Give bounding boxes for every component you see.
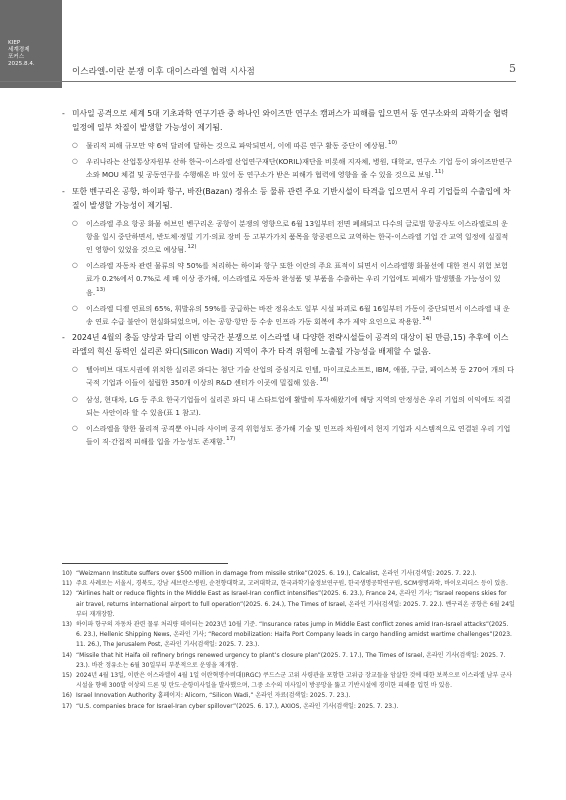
- paragraph-text: 또한 벤구리온 공항, 하이파 항구, 바잔(Bazan) 정유소 등 물류 관련 주요 기반시설이 타격을 입으면서 우리 기업들의 수출입에 차질이 발생할 가능성이 제기됨.: [72, 186, 511, 210]
- footnote-ref: 13): [96, 286, 106, 293]
- footnote-number: 11): [62, 580, 72, 588]
- publication-tag-line: 2025.8.4.: [8, 61, 35, 67]
- footnote-number: 13): [62, 621, 72, 629]
- footnote: [62, 579, 516, 589]
- paragraph-text: 이스라엘 디젤 연료의 65%, 휘발유의 59%를 공급하는 바잔 정유소도 일부 시설 파괴로 6월 16일부터 가동이 중단되면서 이스라엘 내 운송 연료 수급 불안이 현실화되었으며, 이는 공항·항만 등 수송 인프라 가동 회복에 추가 제약 요인으로 작용함.: [86, 303, 510, 327]
- publication-tag-line: 세계경제: [8, 47, 30, 53]
- footnote-text: Israel Innovation Authority 홈페이지: Alicorn, “Silicon Wadi,” 온라인 자료(검색일: 2025. 7. 23.).: [76, 692, 351, 700]
- footnote-ref: 17): [226, 436, 236, 443]
- paragraph-text: 우리나라는 산업통상자원부 산하 한국-이스라엘 산업연구재단(KORIL)재단을 비롯해 지자체, 병원, 대학교, 연구소 기업 등이 와이즈만연구소와 MOU 체결 및 공동연구를 수행해온 바 있어 동 연구소가 받은 피해가 협력에 영향을 줄 수 있을 것으로 보임.: [86, 157, 512, 180]
- footnote: [62, 691, 516, 701]
- footnote: [62, 589, 516, 620]
- footnote-text: “Airlines halt or reduce flights in the Middle East as Israel-Iran conflict intensifies”(2025. 6. 23.), France 24, 온라인 기사; “Israel reopens skies for air travel, returns international airport to full operation”(2025. 6. 24.), The Times of Israel, 온라인 기사(검색일: 2025. 7. 22.). 벤구리온 공항은 6월 24일부터 재개장함.: [76, 590, 515, 618]
- footnote: [62, 620, 516, 651]
- footnote-text: 주요 사례로는 서울시, 경북도, 강남 세브란스병원, 순천향대학교, 고려대학교, 한국과학기술정보연구원, 한국생명공학연구원, SCM생명과학, 바이오리더스 등이 있음.: [76, 580, 508, 588]
- sub-bullet-paragraph: [62, 217, 514, 257]
- footnote-text: 2024년 4월 13일, 이란은 이스라엘이 4월 1일 이란혁명수비대(IRGC) 쿠드스군 고위 사령관을 포함한 고위급 장교들을 암살한 것에 대한 보복으로 이스라엘 남부 군사 시설을 향해 300발 이상의 드론 및 탄도·순항미사일을 발사했으며, 그중 소수의 미사일이 방공망을 뚫고 기반시설에 경미한 피해를 입힌 바 있음.: [76, 672, 512, 690]
- footnote-ref: 12): [187, 244, 197, 251]
- footnote: [62, 569, 516, 579]
- paragraph-text: 삼성, 현대차, LG 등 주요 한국기업들이 실리콘 와디 내 스타트업에 활발히 투자해왔기에 해당 지역의 안정성은 우리 기업의 이익에도 직결되는 사안이라 할 수 있음(표 1 참고).: [86, 394, 511, 417]
- sub-bullet-paragraph: [62, 422, 514, 448]
- running-title: 이스라엘-이란 분쟁 이후 대이스라엘 협력 시사점: [72, 67, 255, 77]
- sub-bullet-paragraph: [62, 302, 514, 328]
- footnote-ref: 14): [422, 316, 432, 323]
- footnote-ref: 16): [319, 377, 329, 384]
- body-content: [62, 107, 514, 451]
- paragraph-text: 2024년 4월의 충돌 양상과 달리 이번 양국간 분쟁으로 이스라엘 내 다양한 전략시설들이 공격의 대상이 된 만큼,15) 추후에 이스라엘의 혁신 동력인 실리콘 와디(Silicon Wadi) 지역이 추가 타격 위험에 노출될 가능성을 배제할 수 없음.: [72, 333, 509, 357]
- footnote: [62, 671, 516, 691]
- paragraph-text: 텔아비브 대도시권에 위치한 실리콘 와디는 첨단 기술 산업의 중심지로 인텔, 마이크로소프트, IBM, 애플, 구글, 페이스북 등 270여 개의 다국적 기업과 이들이 설립한 350개 이상의 R&D 센터가 이곳에 밀집해 있음.: [86, 365, 514, 388]
- footnote-number: 12): [62, 590, 72, 598]
- footnote-ref: 11): [434, 169, 444, 176]
- publication-tag: [8, 40, 35, 68]
- publication-tag-block: [0, 0, 62, 88]
- footnotes: [62, 569, 516, 712]
- publication-tag-line: 포커스: [8, 54, 25, 60]
- bullet-paragraph: [62, 185, 514, 213]
- footnote: [62, 651, 516, 671]
- sub-bullet-paragraph: [62, 363, 514, 389]
- paragraph-text: 미사일 공격으로 세계 5대 기초과학 연구기관 중 하나인 와이즈만 연구소 캠퍼스가 피해를 입으면서 동 연구소와의 과학기술 협력 일정에 일부 차질이 발생할 가능성이 제기됨.: [72, 109, 509, 132]
- footnote-text: 하이파 항구의 자동차 관련 물류 처리량 데이터는 2023년 10월 기준. “Insurance rates jump in Middle East conflict zones amid Iran-Israel attacks”(2025. 6. 23.), Hellenic Shipping News, 온라인 기사; “Record mobilization: Haifa Port Company leads in cargo handling amidst wartime challenges”(2023. 11. 26.), The Jerusalem Post, 온라인 기사(검색일: 2025. 7. 23.).: [76, 621, 512, 649]
- sub-bullet-paragraph: [62, 139, 514, 152]
- paragraph-text: 이스라엘 주요 항공 화물 허브인 벤구리온 공항이 분쟁의 영향으로 6월 13일부터 전면 폐쇄되고 다수의 글로벌 항공사도 이스라엘로의 운항을 일시 중단하면서, 반도체·정밀 기기·의료 장비 등 고부가가치 품목을 항공편으로 교역하는 한국-이스라엘 기업 간 교역 일정에 실질적인 영향이 있었을 것으로 예상됨.: [86, 218, 509, 255]
- page-number: 5: [509, 62, 516, 75]
- footnote-ref: 10): [388, 140, 398, 146]
- footnote-number: 14): [62, 651, 72, 659]
- footnote: [62, 702, 516, 712]
- footnote-text: “Missile that hit Haifa oil refinery brings renewed urgency to plant’s closure plan”(2025. 7. 17.), The Times of Israel, 온라인 기사(검색일: 2025. 7. 23.). 바잔 정유소는 6월 30일부터 부분적으로 운영을 재개함.: [76, 651, 506, 669]
- bullet-paragraph: [62, 331, 514, 359]
- bullet-paragraph: [62, 107, 514, 135]
- footnote-number: 17): [62, 702, 72, 710]
- footnote-number: 16): [62, 692, 72, 700]
- footnote-number: 10): [62, 570, 72, 577]
- footnote-number: 15): [62, 672, 72, 680]
- page-header: [0, 0, 566, 88]
- paragraph-text: 이스라엘 자동차 관련 물류의 약 50%를 처리하는 하이파 항구 또한 이란의 주요 표적이 되면서 이스라엘행 화물선에 대한 전시 위험 보험료가 0.2%에서 0.7%로 세 배 이상 증가해, 이스라엘로 자동차 완성품 및 부품을 수출하는 우리 기업에도 피해가 발생했을 가능성이 있음.: [86, 261, 508, 297]
- sub-bullet-paragraph: [62, 259, 514, 299]
- publication-tag-line: KIEP: [8, 40, 21, 46]
- header-rule: [0, 81, 516, 82]
- paragraph-text: 물리적 피해 규모만 약 6억 달러에 달하는 것으로 파악되면서, 이에 따른 연구 활동 중단이 예상됨.: [86, 141, 387, 150]
- sub-bullet-paragraph: [62, 393, 514, 419]
- paragraph-text: 이스라엘을 향한 물리적 공격뿐 아니라 사이버 공격 위험성도 증가해 기술 및 인프라 차원에서 현지 기업과 시스템적으로 연결된 우리 기업들이 직·간접적 피해를 입을 가능성도 존재함.: [86, 424, 511, 447]
- footnote-text: “Weizmann Institute suffers over $500 million in damage from missile strike”(2025. 6. 19.), Calcalist, 온라인 기사(검색일: 2025. 7. 22.).: [76, 570, 477, 577]
- footnote-text: “U.S. companies brace for Israel-Iran cyber spillover”(2025. 6. 17.), AXIOS, 온라인 기사(검색일: 2025. 7. 23.).: [76, 702, 399, 710]
- footnote-divider: [62, 563, 228, 564]
- sub-bullet-paragraph: [62, 155, 514, 181]
